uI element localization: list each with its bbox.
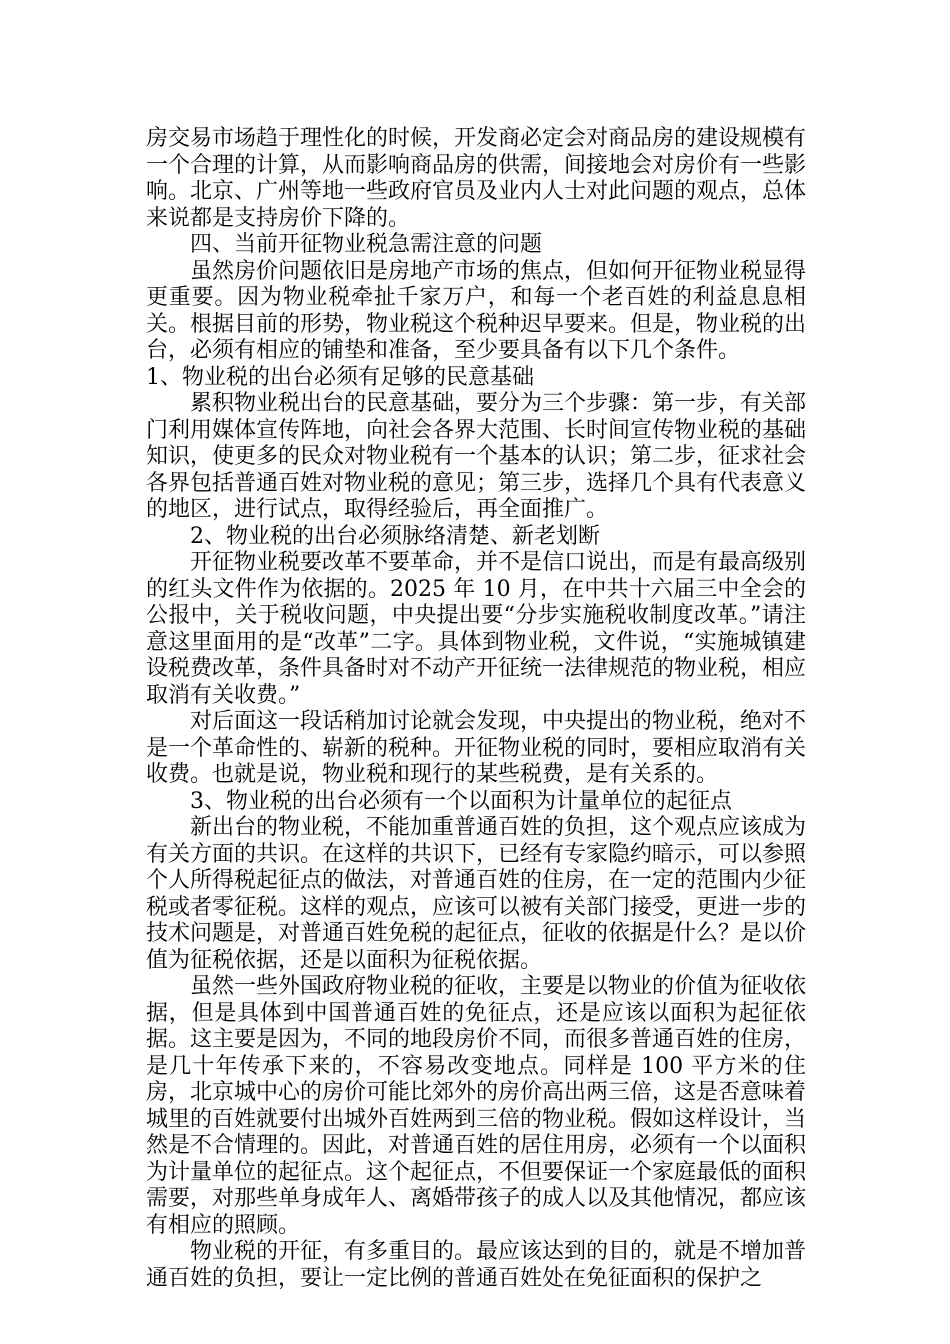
paragraph: 虽然房价问题依旧是房地产市场的焦点，但如何开征物业税显得更重要。因为物业税牵扯千家万户，和每一个老百姓的利益息息相关。根据目前的形势，物业税这个税种迟早要来。但是，物业税的出台，必须有相应的铺垫和准备，至少要具备有以下几个条件。 xyxy=(146,258,807,363)
section-heading: 四、当前开征物业税急需注意的问题 xyxy=(190,232,543,257)
paragraph: 对后面这一段话稍加讨论就会发现，中央提出的物业税，绝对不是一个革命性的、崭新的税种。开征物业税的同时，要相应取消有关收费。也就是说，物业税和现行的某些税费，是有关系的。 xyxy=(146,709,807,787)
paragraph: 累积物业税出台的民意基础，要分为三个步骤：第一步，有关部门利用媒体宣传阵地，向社会各界大范围、长时间宣传物业税的基础知识，使更多的民众对物业税有一个基本的认识；第二步，征求社会各界包括普通百姓对物业税的意见；第三步，选择几个具有代表意义的地区，进行试点，取得经验后，再全面推广。 xyxy=(146,391,807,522)
paragraph: 房交易市场趋于理性化的时候，开发商必定会对商品房的建设规模有一个合理的计算，从而影响商品房的供需，间接地会对房价有一些影响。北京、广州等地一些政府官员及业内人士对此问题的观点，总体来说都是支持房价下降的。 xyxy=(146,126,807,231)
paragraph: 虽然一些外国政府物业税的征收，主要是以物业的价值为征收依据，但是具体到中国普通百姓的免征点，还是应该以面积为起征依据。这主要是因为，不同的地段房价不同，而很多普通百姓的住房，是几十年传承下来的，不容易改变地点。同样是 100 平方米的住房，北京城中心的房价可能比郊外的房价高出两三倍，这是否意味着城里的百姓就要付出城外百姓两到三倍的物业税。假如这样设计，当然是不合情理的。因此，对普通百姓的居住用房，必须有一个以面积为计量单位的起征点。这个起征点，不但要保证一个家庭最低的面积需要，对那些单身成年人、离婚带孩子的成人以及其他情况，都应该有相应的照顾。 xyxy=(146,974,807,1238)
paragraph: 开征物业税要改革不要革命，并不是信口说出，而是有最高级别的红头文件作为依据的。2025 年 10 月，在中共十六届三中全会的公报中，关于税收问题，中央提出要“分步实施税收制度改革。”请注意这里面用的是“改革”二字。具体到物业税，文件说，“实施城镇建设税费改革，条件具备时对不动产开征统一法律规范的物业税，相应取消有关收费。” xyxy=(146,550,807,708)
document-body xyxy=(146,126,806,1292)
paragraph: 新出台的物业税，不能加重普通百姓的负担，这个观点应该成为有关方面的共识。在这样的共识下，已经有专家隐约暗示，可以参照个人所得税起征点的做法，对普通百姓的住房，在一定的范围内少征税或者零征税。这样的观点，应该可以被有关部门接受，更进一步的技术问题是，对普通百姓免税的起征点，征收的依据是什么？是以价值为征税依据，还是以面积为征税依据。 xyxy=(146,815,807,973)
subsection-heading: 3、物业税的出台必须有一个以面积为计量单位的起征点 xyxy=(190,788,732,814)
subsection-heading: 1、物业税的出台必须有足够的民意基础 xyxy=(146,364,534,390)
paragraph: 物业税的开征，有多重目的。最应该达到的目的，就是不增加普通百姓的负担，要让一定比例的普通百姓处在免征面积的保护之 xyxy=(146,1239,807,1291)
subsection-heading: 2、物业税的出台必须脉络清楚、新老划断 xyxy=(190,523,600,549)
